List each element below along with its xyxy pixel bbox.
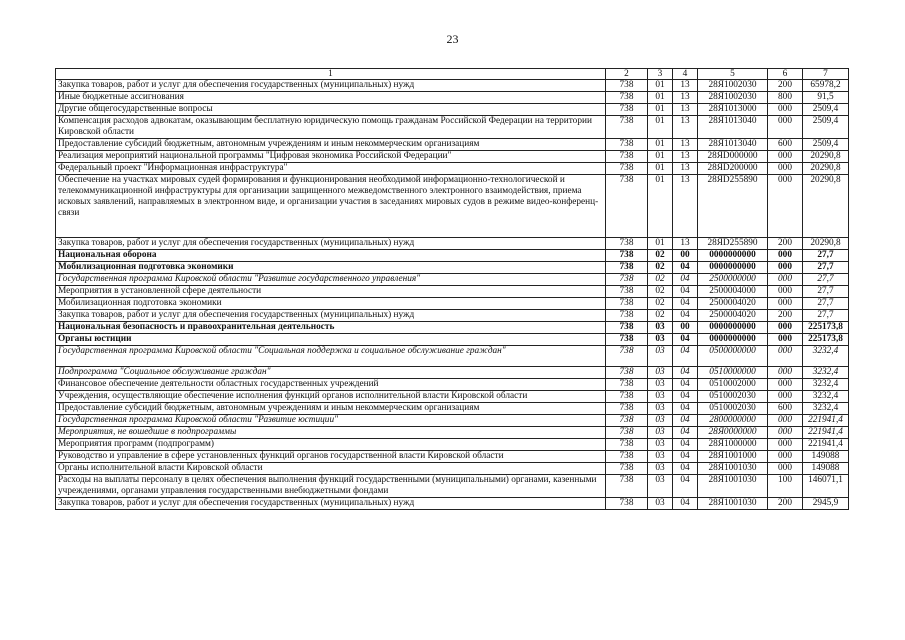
table-row bbox=[56, 427, 849, 439]
row-target-cell: 2500000000 bbox=[698, 274, 768, 286]
table-row bbox=[56, 322, 849, 334]
row-target-cell: 28Я0000000 bbox=[698, 427, 768, 439]
row-name-cell: Реализация мероприятий национальной программы "Цифровая экономика Российской Федерации" bbox=[56, 151, 606, 163]
row-section-cell: 03 bbox=[648, 367, 673, 379]
row-type-cell: 000 bbox=[768, 175, 803, 238]
row-section-cell: 03 bbox=[648, 391, 673, 403]
row-section-cell: 01 bbox=[648, 92, 673, 104]
row-subsection-cell: 13 bbox=[673, 116, 698, 139]
row-name-cell: Закупка товаров, работ и услуг для обеспечения государственных (муниципальных) нужд bbox=[56, 498, 606, 510]
row-name-cell: Закупка товаров, работ и услуг для обеспечения государственных (муниципальных) нужд bbox=[56, 310, 606, 322]
row-section-cell: 02 bbox=[648, 262, 673, 274]
table-row bbox=[56, 391, 849, 403]
row-section-cell: 03 bbox=[648, 427, 673, 439]
row-name-cell: Мобилизационная подготовка экономики bbox=[56, 298, 606, 310]
row-name-cell: Мероприятия программ (подпрограмм) bbox=[56, 439, 606, 451]
row-target-cell: 28Я1013040 bbox=[698, 139, 768, 151]
row-name-cell: Государственная программа Кировской области "Развитие государственного управления" bbox=[56, 274, 606, 286]
row-name-cell: Финансовое обеспечение деятельности областных государственных учреждений bbox=[56, 379, 606, 391]
row-amount-cell: 225173,8 bbox=[803, 334, 849, 346]
row-amount-cell: 27,7 bbox=[803, 262, 849, 274]
row-section-cell: 03 bbox=[648, 403, 673, 415]
row-code-cell: 738 bbox=[606, 116, 648, 139]
row-section-cell: 03 bbox=[648, 415, 673, 427]
row-section-cell: 03 bbox=[648, 322, 673, 334]
row-code-cell: 738 bbox=[606, 175, 648, 238]
row-subsection-cell: 00 bbox=[673, 322, 698, 334]
row-target-cell: 2500004020 bbox=[698, 310, 768, 322]
row-target-cell: 2500004020 bbox=[698, 298, 768, 310]
row-type-cell: 800 bbox=[768, 92, 803, 104]
row-amount-cell: 2945,9 bbox=[803, 498, 849, 510]
header-cell: 7 bbox=[803, 69, 849, 80]
row-amount-cell: 149088 bbox=[803, 463, 849, 475]
header-cell: 1 bbox=[56, 69, 606, 80]
row-code-cell: 738 bbox=[606, 367, 648, 379]
header-cell: 4 bbox=[673, 69, 698, 80]
row-subsection-cell: 04 bbox=[673, 498, 698, 510]
row-code-cell: 738 bbox=[606, 334, 648, 346]
table-row bbox=[56, 116, 849, 139]
row-name-cell: Компенсация расходов адвокатам, оказывающим бесплатную юридическую помощь гражданам Российской Федерации на территории Кировской области bbox=[56, 116, 606, 139]
row-type-cell: 600 bbox=[768, 403, 803, 415]
row-subsection-cell: 04 bbox=[673, 463, 698, 475]
row-target-cell: 28Я1001030 bbox=[698, 475, 768, 498]
row-name-cell: Мероприятия, не вошедшие в подпрограммы bbox=[56, 427, 606, 439]
row-type-cell: 000 bbox=[768, 262, 803, 274]
row-subsection-cell: 13 bbox=[673, 163, 698, 175]
row-target-cell: 28Я1002030 bbox=[698, 92, 768, 104]
row-code-cell: 738 bbox=[606, 80, 648, 92]
row-target-cell: 0500000000 bbox=[698, 346, 768, 367]
row-section-cell: 03 bbox=[648, 346, 673, 367]
table-row bbox=[56, 92, 849, 104]
row-section-cell: 03 bbox=[648, 498, 673, 510]
row-code-cell: 738 bbox=[606, 151, 648, 163]
row-name-cell: Руководство и управление в сфере установленных функций органов государственной власти Кировской области bbox=[56, 451, 606, 463]
row-target-cell: 28Я1001000 bbox=[698, 451, 768, 463]
row-section-cell: 01 bbox=[648, 116, 673, 139]
row-subsection-cell: 04 bbox=[673, 451, 698, 463]
table-row bbox=[56, 463, 849, 475]
row-target-cell: 0510002030 bbox=[698, 391, 768, 403]
row-code-cell: 738 bbox=[606, 274, 648, 286]
row-amount-cell: 20290,8 bbox=[803, 238, 849, 250]
row-code-cell: 738 bbox=[606, 286, 648, 298]
row-amount-cell: 3232,4 bbox=[803, 403, 849, 415]
table-row bbox=[56, 451, 849, 463]
row-amount-cell: 3232,4 bbox=[803, 367, 849, 379]
row-subsection-cell: 04 bbox=[673, 427, 698, 439]
row-subsection-cell: 04 bbox=[673, 391, 698, 403]
row-section-cell: 01 bbox=[648, 104, 673, 116]
row-subsection-cell: 04 bbox=[673, 310, 698, 322]
row-type-cell: 000 bbox=[768, 439, 803, 451]
row-code-cell: 738 bbox=[606, 403, 648, 415]
row-target-cell: 28Я1013000 bbox=[698, 104, 768, 116]
row-amount-cell: 2509,4 bbox=[803, 104, 849, 116]
row-target-cell: 0510000000 bbox=[698, 367, 768, 379]
row-amount-cell: 225173,8 bbox=[803, 322, 849, 334]
row-amount-cell: 20290,8 bbox=[803, 175, 849, 238]
row-code-cell: 738 bbox=[606, 163, 648, 175]
row-code-cell: 738 bbox=[606, 104, 648, 116]
row-amount-cell: 2509,4 bbox=[803, 116, 849, 139]
table-row bbox=[56, 439, 849, 451]
row-subsection-cell: 04 bbox=[673, 403, 698, 415]
row-amount-cell: 149088 bbox=[803, 451, 849, 463]
row-type-cell: 000 bbox=[768, 274, 803, 286]
row-type-cell: 200 bbox=[768, 310, 803, 322]
row-code-cell: 738 bbox=[606, 139, 648, 151]
row-target-cell: 28Я1002030 bbox=[698, 80, 768, 92]
row-name-cell: Мобилизационная подготовка экономики bbox=[56, 262, 606, 274]
row-section-cell: 01 bbox=[648, 175, 673, 238]
row-name-cell: Органы исполнительной власти Кировской области bbox=[56, 463, 606, 475]
row-amount-cell: 27,7 bbox=[803, 250, 849, 262]
row-type-cell: 000 bbox=[768, 250, 803, 262]
row-type-cell: 000 bbox=[768, 163, 803, 175]
table-row bbox=[56, 250, 849, 262]
table-row bbox=[56, 139, 849, 151]
row-target-cell: 28ЯD255890 bbox=[698, 175, 768, 238]
row-section-cell: 01 bbox=[648, 151, 673, 163]
row-subsection-cell: 04 bbox=[673, 367, 698, 379]
row-type-cell: 000 bbox=[768, 116, 803, 139]
row-name-cell: Национальная оборона bbox=[56, 250, 606, 262]
row-section-cell: 01 bbox=[648, 238, 673, 250]
table-row bbox=[56, 262, 849, 274]
table-row bbox=[56, 104, 849, 116]
header-cell: 2 bbox=[606, 69, 648, 80]
row-code-cell: 738 bbox=[606, 310, 648, 322]
row-amount-cell: 27,7 bbox=[803, 274, 849, 286]
row-amount-cell: 3232,4 bbox=[803, 346, 849, 367]
row-amount-cell: 221941,4 bbox=[803, 439, 849, 451]
row-section-cell: 03 bbox=[648, 379, 673, 391]
header-cell: 5 bbox=[698, 69, 768, 80]
row-type-cell: 200 bbox=[768, 238, 803, 250]
row-type-cell: 000 bbox=[768, 298, 803, 310]
row-target-cell: 28Я1013040 bbox=[698, 116, 768, 139]
row-subsection-cell: 13 bbox=[673, 175, 698, 238]
row-amount-cell: 20290,8 bbox=[803, 151, 849, 163]
row-name-cell: Государственная программа Кировской области "Социальная поддержка и социальное обслуживание граждан" bbox=[56, 346, 606, 367]
row-amount-cell: 2509,4 bbox=[803, 139, 849, 151]
row-amount-cell: 146071,1 bbox=[803, 475, 849, 498]
row-name-cell: Иные бюджетные ассигнования bbox=[56, 92, 606, 104]
row-type-cell: 000 bbox=[768, 415, 803, 427]
row-amount-cell: 27,7 bbox=[803, 286, 849, 298]
row-target-cell: 0000000000 bbox=[698, 262, 768, 274]
row-subsection-cell: 04 bbox=[673, 346, 698, 367]
row-target-cell: 2500004000 bbox=[698, 286, 768, 298]
table-row bbox=[56, 379, 849, 391]
row-section-cell: 03 bbox=[648, 334, 673, 346]
row-type-cell: 000 bbox=[768, 334, 803, 346]
row-type-cell: 000 bbox=[768, 322, 803, 334]
row-target-cell: 28Я1000000 bbox=[698, 439, 768, 451]
row-subsection-cell: 13 bbox=[673, 92, 698, 104]
row-subsection-cell: 04 bbox=[673, 379, 698, 391]
row-type-cell: 000 bbox=[768, 346, 803, 367]
row-name-cell: Подпрограмма "Социальное обслуживание граждан" bbox=[56, 367, 606, 379]
row-target-cell: 28ЯD000000 bbox=[698, 151, 768, 163]
row-section-cell: 02 bbox=[648, 274, 673, 286]
row-subsection-cell: 04 bbox=[673, 334, 698, 346]
header-row bbox=[56, 69, 849, 80]
row-target-cell: 28ЯD200000 bbox=[698, 163, 768, 175]
row-code-cell: 738 bbox=[606, 250, 648, 262]
header-cell: 3 bbox=[648, 69, 673, 80]
row-type-cell: 200 bbox=[768, 498, 803, 510]
row-name-cell: Мероприятия в установленной сфере деятельности bbox=[56, 286, 606, 298]
row-name-cell: Федеральный проект "Информационная инфраструктура" bbox=[56, 163, 606, 175]
row-target-cell: 0510002030 bbox=[698, 403, 768, 415]
row-name-cell: Закупка товаров, работ и услуг для обеспечения государственных (муниципальных) нужд bbox=[56, 80, 606, 92]
row-section-cell: 02 bbox=[648, 250, 673, 262]
row-code-cell: 738 bbox=[606, 498, 648, 510]
row-amount-cell: 221941,4 bbox=[803, 415, 849, 427]
row-amount-cell: 20290,8 bbox=[803, 163, 849, 175]
page-number: 23 bbox=[446, 32, 459, 46]
row-type-cell: 000 bbox=[768, 367, 803, 379]
row-type-cell: 000 bbox=[768, 451, 803, 463]
row-type-cell: 000 bbox=[768, 463, 803, 475]
table-row bbox=[56, 80, 849, 92]
row-target-cell: 0000000000 bbox=[698, 250, 768, 262]
row-section-cell: 03 bbox=[648, 463, 673, 475]
row-name-cell: Учреждения, осуществляющие обеспечение исполнения функций органов исполнительной власти Кировской области bbox=[56, 391, 606, 403]
row-code-cell: 738 bbox=[606, 262, 648, 274]
row-name-cell: Органы юстиции bbox=[56, 334, 606, 346]
row-target-cell: 28Я1001030 bbox=[698, 463, 768, 475]
row-subsection-cell: 04 bbox=[673, 298, 698, 310]
row-target-cell: 28Я1001030 bbox=[698, 498, 768, 510]
row-name-cell: Национальная безопасность и правоохранительная деятельность bbox=[56, 322, 606, 334]
table-row bbox=[56, 310, 849, 322]
row-subsection-cell: 13 bbox=[673, 238, 698, 250]
row-target-cell: 0510002000 bbox=[698, 379, 768, 391]
row-code-cell: 738 bbox=[606, 427, 648, 439]
row-amount-cell: 27,7 bbox=[803, 298, 849, 310]
row-subsection-cell: 04 bbox=[673, 415, 698, 427]
row-name-cell: Закупка товаров, работ и услуг для обеспечения государственных (муниципальных) нужд bbox=[56, 238, 606, 250]
row-section-cell: 01 bbox=[648, 163, 673, 175]
row-name-cell: Расходы на выплаты персоналу в целях обеспечения выполнения функций государственными (муниципальными) органами, казенными учреждениями, органами управления государственными внебюджетными фондами bbox=[56, 475, 606, 498]
row-subsection-cell: 04 bbox=[673, 274, 698, 286]
row-amount-cell: 3232,4 bbox=[803, 391, 849, 403]
row-code-cell: 738 bbox=[606, 415, 648, 427]
table-row bbox=[56, 334, 849, 346]
row-type-cell: 000 bbox=[768, 151, 803, 163]
row-name-cell: Обеспечение на участках мировых судей формирования и функционирования необходимой информационно-технологической и телекоммуникационной инфраструктуры для организации защищенного межведомственного электронного взаимодействия, приема исковых заявлений, направляемых в электронном виде, и организации участия в заседаниях мировых судов в режиме видео-конференц-связи bbox=[56, 175, 606, 238]
row-section-cell: 01 bbox=[648, 80, 673, 92]
row-code-cell: 738 bbox=[606, 451, 648, 463]
row-type-cell: 000 bbox=[768, 286, 803, 298]
row-subsection-cell: 00 bbox=[673, 250, 698, 262]
row-code-cell: 738 bbox=[606, 346, 648, 367]
row-code-cell: 738 bbox=[606, 322, 648, 334]
table-row bbox=[56, 274, 849, 286]
row-name-cell: Предоставление субсидий бюджетным, автономным учреждениям и иным некоммерческим организациям bbox=[56, 403, 606, 415]
row-type-cell: 200 bbox=[768, 80, 803, 92]
row-type-cell: 000 bbox=[768, 104, 803, 116]
row-type-cell: 000 bbox=[768, 391, 803, 403]
row-target-cell: 2800000000 bbox=[698, 415, 768, 427]
row-section-cell: 02 bbox=[648, 298, 673, 310]
table-row bbox=[56, 367, 849, 379]
table-row bbox=[56, 175, 849, 238]
row-section-cell: 03 bbox=[648, 439, 673, 451]
row-code-cell: 738 bbox=[606, 475, 648, 498]
table-row bbox=[56, 498, 849, 510]
row-section-cell: 03 bbox=[648, 451, 673, 463]
row-subsection-cell: 04 bbox=[673, 262, 698, 274]
row-target-cell: 28ЯD255890 bbox=[698, 238, 768, 250]
table-row bbox=[56, 415, 849, 427]
row-name-cell: Государственная программа Кировской области "Развитие юстиции" bbox=[56, 415, 606, 427]
row-name-cell: Предоставление субсидий бюджетным, автономным учреждениям и иным некоммерческим организациям bbox=[56, 139, 606, 151]
row-code-cell: 738 bbox=[606, 379, 648, 391]
row-subsection-cell: 04 bbox=[673, 439, 698, 451]
row-code-cell: 738 bbox=[606, 439, 648, 451]
table-row bbox=[56, 238, 849, 250]
row-subsection-cell: 13 bbox=[673, 139, 698, 151]
table-row bbox=[56, 286, 849, 298]
row-amount-cell: 27,7 bbox=[803, 310, 849, 322]
row-amount-cell: 221941,4 bbox=[803, 427, 849, 439]
table-row bbox=[56, 403, 849, 415]
row-section-cell: 03 bbox=[648, 475, 673, 498]
row-name-cell: Другие общегосударственные вопросы bbox=[56, 104, 606, 116]
row-amount-cell: 3232,4 bbox=[803, 379, 849, 391]
row-section-cell: 02 bbox=[648, 310, 673, 322]
header-cell: 6 bbox=[768, 69, 803, 80]
row-subsection-cell: 04 bbox=[673, 475, 698, 498]
row-subsection-cell: 13 bbox=[673, 80, 698, 92]
row-type-cell: 000 bbox=[768, 427, 803, 439]
row-type-cell: 100 bbox=[768, 475, 803, 498]
row-subsection-cell: 13 bbox=[673, 104, 698, 116]
row-code-cell: 738 bbox=[606, 92, 648, 104]
row-subsection-cell: 04 bbox=[673, 286, 698, 298]
row-target-cell: 0000000000 bbox=[698, 322, 768, 334]
row-amount-cell: 65978,2 bbox=[803, 80, 849, 92]
row-target-cell: 0000000000 bbox=[698, 334, 768, 346]
row-section-cell: 02 bbox=[648, 286, 673, 298]
row-code-cell: 738 bbox=[606, 238, 648, 250]
table-row bbox=[56, 346, 849, 367]
budget-table bbox=[55, 68, 849, 510]
table-row bbox=[56, 163, 849, 175]
row-amount-cell: 91,5 bbox=[803, 92, 849, 104]
row-code-cell: 738 bbox=[606, 391, 648, 403]
row-code-cell: 738 bbox=[606, 298, 648, 310]
table-row bbox=[56, 298, 849, 310]
row-type-cell: 600 bbox=[768, 139, 803, 151]
row-section-cell: 01 bbox=[648, 139, 673, 151]
table-row bbox=[56, 475, 849, 498]
row-type-cell: 000 bbox=[768, 379, 803, 391]
table-row bbox=[56, 151, 849, 163]
row-subsection-cell: 13 bbox=[673, 151, 698, 163]
row-code-cell: 738 bbox=[606, 463, 648, 475]
